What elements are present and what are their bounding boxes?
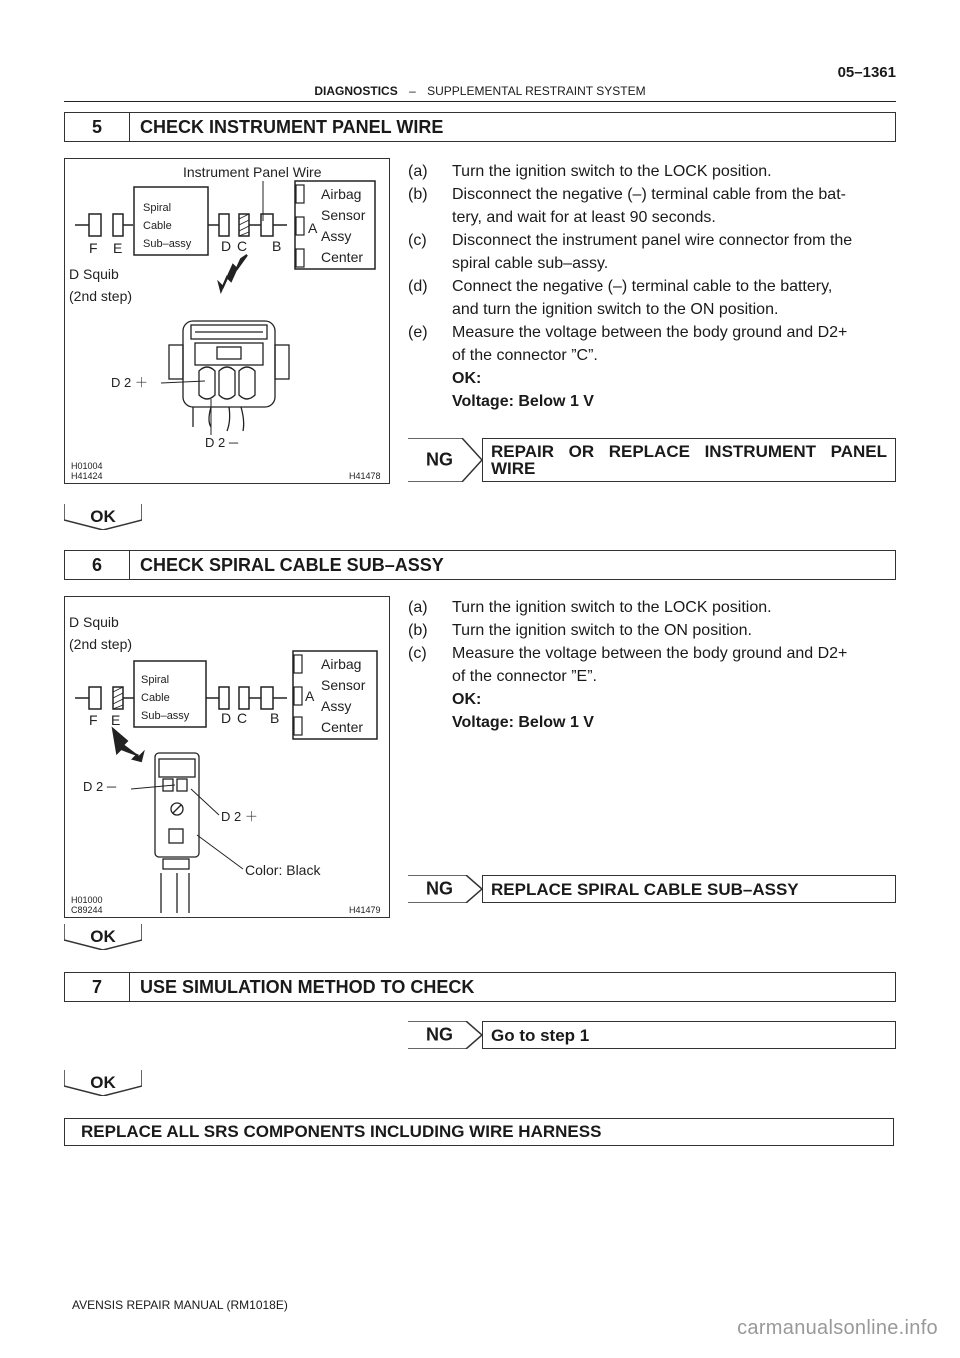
- final-action-box: REPLACE ALL SRS COMPONENTS INCLUDING WIRE HARNESS: [64, 1118, 894, 1146]
- step-6-number: 6: [65, 551, 130, 579]
- step-7-ng-branch: [408, 1021, 896, 1049]
- connector-side-drawing: [155, 753, 199, 913]
- spiral-line-3: Sub–assy: [141, 710, 190, 722]
- squib-label-1: D Squib: [69, 614, 119, 630]
- header-subsection: SUPPLEMENTAL RESTRAINT SYSTEM: [427, 84, 646, 98]
- ng-action-box: REPAIR OR REPLACE INSTRUMENT PANEL WIRE: [482, 438, 896, 482]
- step-6-title: CHECK SPIRAL CABLE SUB–ASSY: [140, 554, 444, 575]
- step-5-ng-branch: [408, 438, 896, 482]
- connector-face-drawing: [169, 321, 289, 431]
- ok-criteria-value: Voltage: Below 1 V: [452, 714, 594, 731]
- letter-f: F: [89, 712, 98, 728]
- instrument-panel-wire-label: Instrument Panel Wire: [183, 164, 322, 180]
- header-separator: –: [409, 84, 416, 98]
- letter-c: C: [237, 238, 248, 254]
- letter-e: E: [111, 712, 121, 728]
- watermark: carmanualsonline.info: [737, 1317, 938, 1339]
- figure-code-2: C89244: [71, 905, 103, 915]
- pointer-arrow-icon: [113, 729, 143, 761]
- instruction-e: (e) Measure the voltage between the body ground and D2+: [408, 324, 848, 341]
- ng-tab: NG: [408, 438, 482, 482]
- airbag-line-1: Airbag: [321, 656, 362, 672]
- step-5-ok-tag: OK: [64, 504, 142, 530]
- instruction-d: (d) Connect the negative (–) terminal cable to the battery,: [408, 278, 833, 295]
- letter-d: D: [221, 710, 232, 726]
- step-5-instructions: (a) Turn the ignition switch to the LOCK position. (b) Disconnect the negative (–) terminal cable from the bat- tery, and wait for at least 90 seconds. (c) Disconnect the instrument panel wire connector from the spiral cable sub–assy. (d) Connect the negative (–) terminal cable to the battery, and turn the ignition switch to the ON position. (e) Measure the voltage between the body ground and D2+ of the connector ”C”. OK: Voltage: Below 1 V: [408, 160, 896, 413]
- instruction-a: (a) Turn the ignition switch to the LOCK position.: [408, 163, 772, 180]
- step-7-title: USE SIMULATION METHOD TO CHECK: [140, 976, 475, 997]
- figure-code-1: H01000: [71, 895, 103, 905]
- header-section: DIAGNOSTICS: [314, 84, 398, 98]
- squib-label-2: (2nd step): [69, 288, 133, 304]
- airbag-line-2: Sensor: [321, 207, 366, 223]
- ng-tab: NG: [408, 875, 482, 903]
- step-7-header: [64, 972, 896, 1002]
- ok-criteria-value: Voltage: Below 1 V: [452, 393, 594, 410]
- spiral-line-2: Cable: [143, 220, 172, 232]
- airbag-line-3: Assy: [321, 698, 352, 714]
- spiral-line-2: Cable: [141, 692, 170, 704]
- squib-label-1: D Squib: [69, 266, 119, 282]
- step-6-header: [64, 550, 896, 580]
- letter-d: D: [221, 238, 232, 254]
- airbag-line-4: Center: [321, 719, 364, 735]
- letter-b: B: [270, 710, 280, 726]
- letter-a: A: [305, 688, 315, 704]
- header-rule: [64, 101, 896, 102]
- instruction-a: (a) Turn the ignition switch to the LOCK position.: [408, 599, 772, 616]
- step-7-number: 7: [65, 973, 130, 1001]
- airbag-line-3: Assy: [321, 228, 352, 244]
- letter-a: A: [308, 220, 318, 236]
- pin-d2-plus-label: D 2 ＋: [221, 809, 258, 824]
- ng-action-box: Go to step 1: [482, 1021, 896, 1049]
- footer-manual-name: AVENSIS REPAIR MANUAL (RM1018E): [72, 1298, 288, 1312]
- step-5-title: CHECK INSTRUMENT PANEL WIRE: [140, 116, 444, 137]
- step-6-ng-branch: [408, 875, 896, 903]
- ng-action-box: REPLACE SPIRAL CABLE SUB–ASSY: [482, 875, 896, 903]
- ok-criteria-label: OK:: [452, 691, 482, 708]
- pin-d2-minus-label: D 2 ─: [83, 779, 117, 794]
- step-5-number: 5: [65, 113, 130, 141]
- airbag-line-2: Sensor: [321, 677, 366, 693]
- figure-code-1: H01004: [71, 461, 103, 471]
- letter-b: B: [272, 238, 282, 254]
- spiral-line-1: Spiral: [143, 202, 172, 214]
- ng-tab: NG: [408, 1021, 482, 1049]
- running-header: [64, 84, 896, 98]
- step-6-figure: [64, 596, 390, 918]
- step-5-header: [64, 112, 896, 142]
- color-label: Color: Black: [245, 862, 321, 878]
- step-6-instructions: (a) Turn the ignition switch to the LOCK position. (b) Turn the ignition switch to the ON position. (c) Measure the voltage between the body ground and D2+ of the connector ”E”. OK: Voltage: Below 1 V: [408, 596, 896, 734]
- squib-label-2: (2nd step): [69, 636, 133, 652]
- step-7-ok-tag: OK: [64, 1070, 142, 1096]
- page-number: 05–1361: [837, 64, 896, 81]
- spiral-line-3: Sub–assy: [143, 238, 192, 250]
- letter-c: C: [237, 710, 248, 726]
- pointer-arrow-icon: [219, 255, 247, 291]
- ok-criteria-label: OK:: [452, 370, 482, 387]
- airbag-line-1: Airbag: [321, 186, 362, 202]
- pin-d2-minus-label: D 2 ─: [205, 435, 239, 450]
- figure-code-3: H41478: [349, 471, 381, 481]
- letter-e: E: [113, 240, 123, 256]
- instruction-b: (b) Turn the ignition switch to the ON position.: [408, 622, 752, 639]
- step-6-ok-tag: OK: [64, 924, 142, 950]
- instruction-c: (c) Measure the voltage between the body ground and D2+: [408, 645, 848, 662]
- pin-d2-plus-label: D 2 ＋: [111, 375, 148, 390]
- figure-code-3: H41479: [349, 905, 381, 915]
- instruction-b: (b) Disconnect the negative (–) terminal cable from the bat-: [408, 186, 846, 203]
- figure-code-2: H41424: [71, 471, 103, 481]
- spiral-line-1: Spiral: [141, 674, 170, 686]
- step-5-figure: [64, 158, 390, 484]
- airbag-line-4: Center: [321, 249, 364, 265]
- instruction-c: (c) Disconnect the instrument panel wire connector from the: [408, 232, 853, 249]
- letter-f: F: [89, 240, 98, 256]
